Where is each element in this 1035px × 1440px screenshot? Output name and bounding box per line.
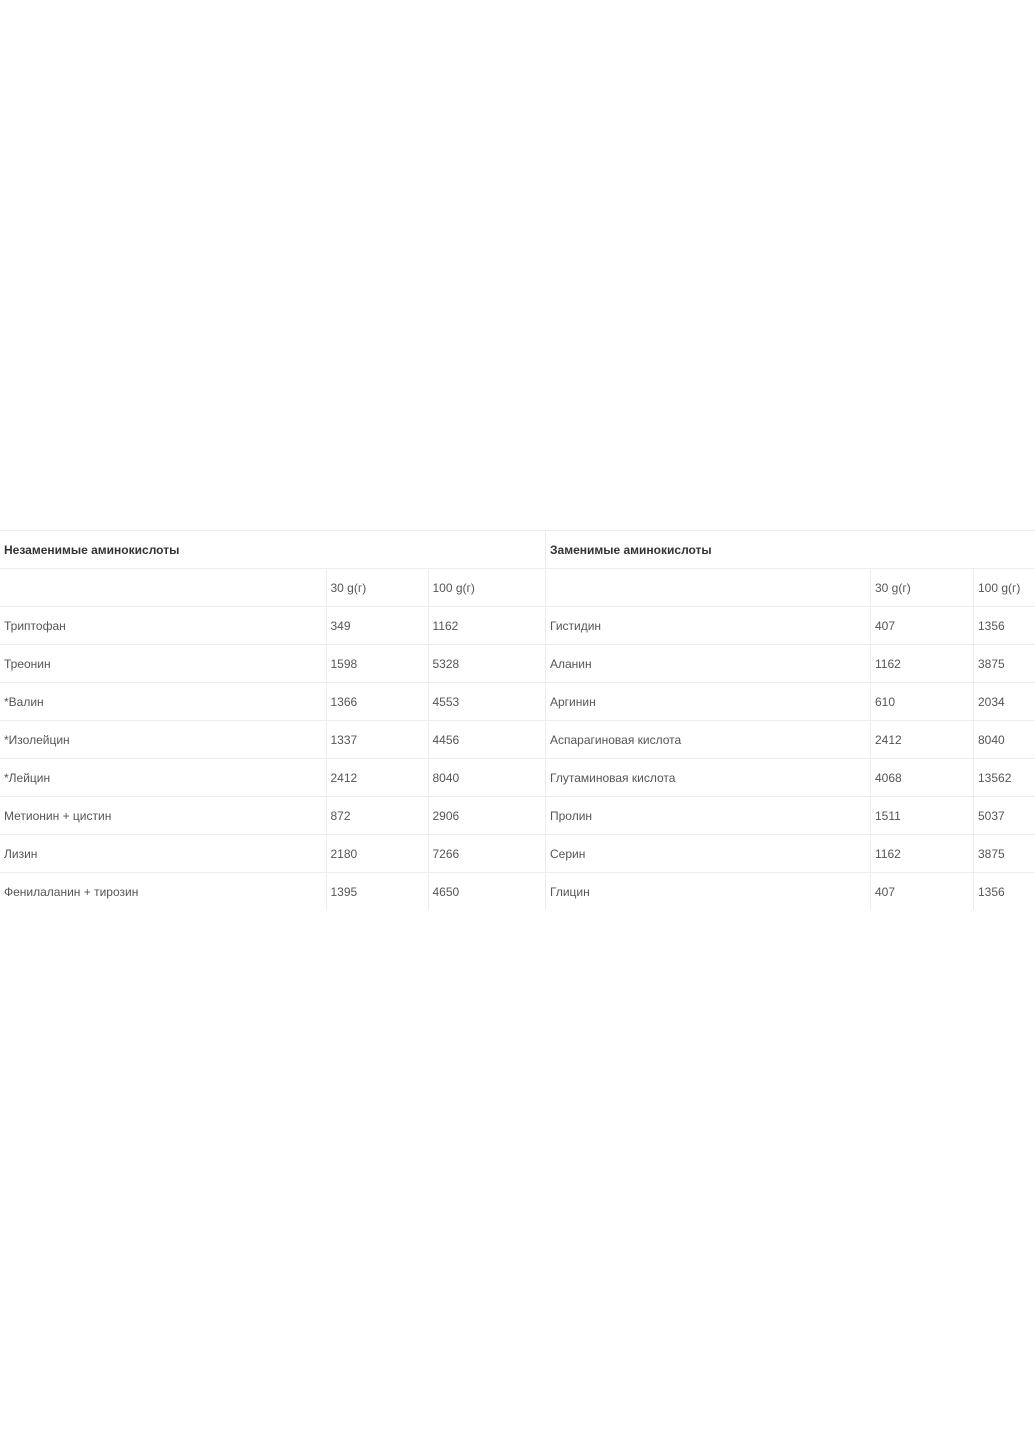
value-30g: 1162 xyxy=(871,645,974,683)
value-100g: 3875 xyxy=(974,835,1035,873)
value-100g: 8040 xyxy=(974,721,1035,759)
table-row xyxy=(0,835,545,873)
acid-name: Фенилаланин + тирозин xyxy=(0,873,326,911)
value-100g: 7266 xyxy=(428,835,545,873)
table-title-row xyxy=(546,531,1035,569)
table-row xyxy=(0,721,545,759)
acid-name: *Изолейцин xyxy=(0,721,326,759)
acid-name: Метионин + цистин xyxy=(0,797,326,835)
table-row xyxy=(0,797,545,835)
acid-name: Серин xyxy=(546,835,871,873)
value-30g: 2412 xyxy=(871,721,974,759)
value-30g: 1598 xyxy=(326,645,428,683)
acid-name: Гистидин xyxy=(546,607,871,645)
table-row xyxy=(546,835,1035,873)
value-30g: 349 xyxy=(326,607,428,645)
table-row xyxy=(546,721,1035,759)
value-30g: 2180 xyxy=(326,835,428,873)
header-30g: 30 g(г) xyxy=(326,569,428,607)
acid-name: Лизин xyxy=(0,835,326,873)
value-30g: 610 xyxy=(871,683,974,721)
value-30g: 4068 xyxy=(871,759,974,797)
nonessential-amino-table xyxy=(545,530,1035,910)
value-30g: 1395 xyxy=(326,873,428,911)
essential-title: Незаменимые аминокислоты xyxy=(0,531,545,569)
table-row xyxy=(0,683,545,721)
acid-name: *Валин xyxy=(0,683,326,721)
header-empty-cell xyxy=(546,569,871,607)
acid-name: Аспарагиновая кислота xyxy=(546,721,871,759)
value-100g: 1356 xyxy=(974,607,1035,645)
table-title-row xyxy=(0,531,545,569)
acid-name: Глутаминовая кислота xyxy=(546,759,871,797)
table-row xyxy=(0,759,545,797)
table-row xyxy=(0,873,545,911)
value-30g: 407 xyxy=(871,873,974,911)
header-100g: 100 g(г) xyxy=(974,569,1035,607)
value-30g: 872 xyxy=(326,797,428,835)
value-100g: 5037 xyxy=(974,797,1035,835)
amino-acid-tables xyxy=(0,530,1035,914)
nonessential-title: Заменимые аминокислоты xyxy=(546,531,1035,569)
value-100g: 3875 xyxy=(974,645,1035,683)
value-100g: 13562 xyxy=(974,759,1035,797)
value-30g: 1366 xyxy=(326,683,428,721)
acid-name: Треонин xyxy=(0,645,326,683)
table-row xyxy=(546,645,1035,683)
value-100g: 1356 xyxy=(974,873,1035,911)
table-row xyxy=(546,797,1035,835)
acid-name: Триптофан xyxy=(0,607,326,645)
header-empty-cell xyxy=(0,569,326,607)
value-100g: 2906 xyxy=(428,797,545,835)
value-100g: 5328 xyxy=(428,645,545,683)
value-100g: 1162 xyxy=(428,607,545,645)
table-row xyxy=(546,683,1035,721)
table-row xyxy=(546,873,1035,911)
acid-name: Аргинин xyxy=(546,683,871,721)
table-header-row xyxy=(546,569,1035,607)
acid-name: Глицин xyxy=(546,873,871,911)
header-30g: 30 g(г) xyxy=(871,569,974,607)
essential-amino-table xyxy=(0,530,546,910)
table-header-row xyxy=(0,569,545,607)
value-100g: 4553 xyxy=(428,683,545,721)
value-30g: 1337 xyxy=(326,721,428,759)
value-30g: 2412 xyxy=(326,759,428,797)
table-row xyxy=(0,645,545,683)
value-100g: 2034 xyxy=(974,683,1035,721)
value-100g: 4456 xyxy=(428,721,545,759)
acid-name: Аланин xyxy=(546,645,871,683)
table-row xyxy=(0,607,545,645)
value-100g: 8040 xyxy=(428,759,545,797)
value-30g: 1162 xyxy=(871,835,974,873)
table-row xyxy=(546,759,1035,797)
value-30g: 407 xyxy=(871,607,974,645)
acid-name: *Лейцин xyxy=(0,759,326,797)
header-100g: 100 g(г) xyxy=(428,569,545,607)
acid-name: Пролин xyxy=(546,797,871,835)
value-30g: 1511 xyxy=(871,797,974,835)
value-100g: 4650 xyxy=(428,873,545,911)
table-row xyxy=(546,607,1035,645)
